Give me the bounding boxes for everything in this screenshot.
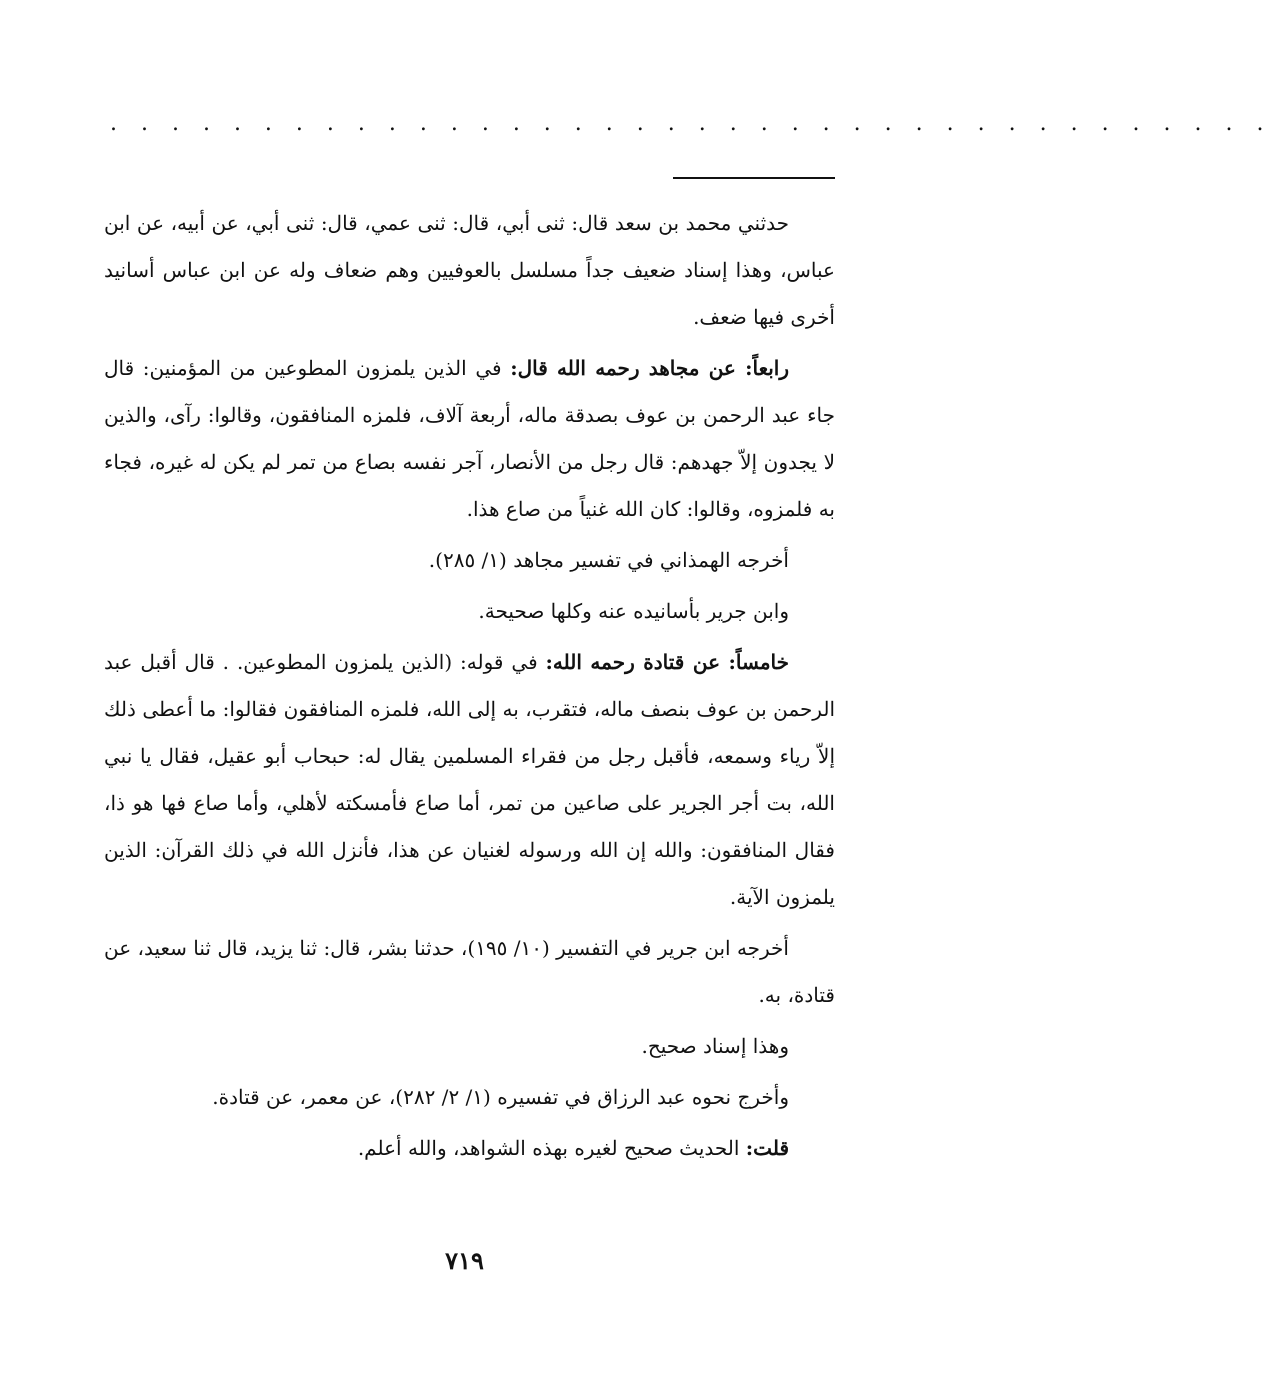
paragraph-6: أخرجه ابن جرير في التفسير (١٠/ ١٩٥)، حدثنا بشر، قال: ثنا يزيد، قال ثنا سعيد، عن قتادة، به. bbox=[104, 936, 835, 1007]
page-body bbox=[104, 200, 835, 1176]
paragraph-4: وابن جرير بأسانيده عنه وكلها صحيحة. bbox=[478, 599, 789, 623]
paragraph-8: وأخرج نحوه عبد الرزاق في تفسيره (١/ ٢/ ٢٨٢)، عن معمر، عن قتادة. bbox=[212, 1085, 789, 1109]
paragraph-lead: قلت: bbox=[745, 1136, 789, 1160]
paragraph-lead: رابعاً: عن مجاهد رحمه الله قال: bbox=[510, 356, 789, 380]
page-number: ٧١٩ bbox=[445, 1246, 484, 1275]
paragraph-5: خامساً: عن قتادة رحمه الله: في قوله: (الذين يلمزون المطوعين. . قال أقبل عبد الرحمن بن عوف بنصف ماله، فتقرب، به إلى الله، فلمزه المنافقون فقالوا: ما أعطى ذلك إلاّ رياء وسمعه، فأقبل رجل من فقراء المسلمين يقال له: حبحاب أبو عقيل، فقال يا نبي الله، بت أجر الجرير على صاعين من تمر، أما صاع فأمسكته لأهلي، وأما صاع فها هو ذا، فقال المنافقون: والله إن الله ورسوله لغنيان عن هذا، فأنزل الله في ذلك القرآن: الذين يلمزون الآية. bbox=[104, 650, 835, 909]
paragraph-9: قلت: الحديث صحيح لغيره بهذه الشواهد، والله أعلم. bbox=[357, 1136, 789, 1160]
footnote-rule bbox=[673, 177, 835, 179]
paragraph-1: حدثني محمد بن سعد قال: ثنى أبي، قال: ثنى عمي، قال: ثنى أبي، عن أبيه، عن ابن عباس، وهذا إسناد ضعيف جداً مسلسل بالعوفيين وهم ضعاف وله عن ابن عباس أسانيد أخرى فيها ضعف. bbox=[104, 211, 835, 329]
paragraph-7: وهذا إسناد صحيح. bbox=[641, 1034, 789, 1058]
dotted-separator: . . . . . . . . . . . . . . . . . . . . . . . . . . . . . . . . . . . . . . bbox=[110, 111, 1272, 136]
paragraph-3: أخرجه الهمذاني في تفسير مجاهد (١/ ٢٨٥). bbox=[428, 548, 789, 572]
paragraph-2: رابعاً: عن مجاهد رحمه الله قال: في الذين يلمزون المطوعين من المؤمنين: قال جاء عبد الرحمن بن عوف بصدقة ماله، أربعة آلاف، فلمزه المنافقون، وقالوا: رآى، والذين لا يجدون إلاّ جهدهم: قال رجل من الأنصار، آجر نفسه بصاع من تمر لم يكن له غيره، فجاء به فلمزوه، وقالوا: كان الله غنياً من صاع هذا. bbox=[104, 356, 835, 521]
paragraph-lead: خامساً: عن قتادة رحمه الله: bbox=[545, 650, 790, 674]
